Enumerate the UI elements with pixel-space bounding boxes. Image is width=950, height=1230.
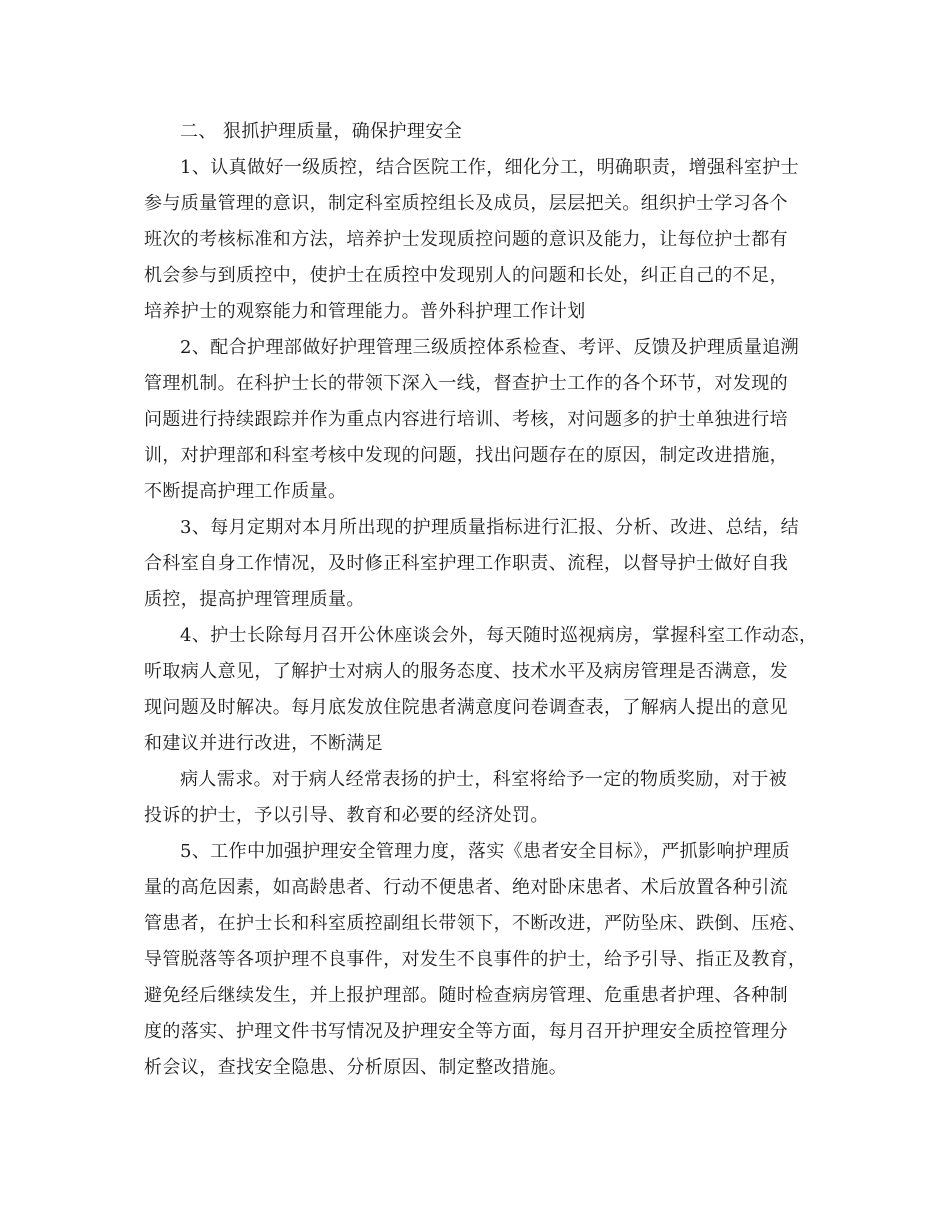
paragraph-3-line-2: 合科室自身工作情况，及时修正科室护理工作职责、流程，以督导护士做好自我	[144, 553, 788, 574]
paragraph-4-line-2: 听取病人意见，了解护士对病人的服务态度、技术水平及病房管理是否满意，发	[144, 661, 788, 682]
paragraph-1-line-1: 1、认真做好一级质控，结合医院工作，细化分工，明确职责，增强科室护士	[180, 157, 800, 178]
paragraph-3-line-3: 质控，提高护理管理质量。	[144, 589, 365, 610]
paragraph-4-line-5: 病人需求。对于病人经常表扬的护士，科室将给予一定的物质奖励，对于被	[180, 769, 788, 790]
paragraph-5-line-1: 5、工作中加强护理安全管理力度，落实《患者安全目标》，严抓影响护理质	[180, 841, 791, 862]
paragraph-4-line-6: 投诉的护士，予以引导、教育和必要的经济处罚。	[144, 805, 549, 826]
paragraph-5-line-5: 避免经后继续发生，并上报护理部。随时检查病房管理、危重患者护理、各种制	[144, 985, 788, 1006]
paragraph-1-line-3: 班次的考核标准和方法，培养护士发现质控问题的意识及能力，让每位护士都有	[144, 229, 788, 250]
paragraph-2-line-4: 训，对护理部和科室考核中发现的问题，找出问题存在的原因，制定改进措施，	[144, 445, 788, 466]
paragraph-4-line-1: 4、护士长除每月召开公休座谈会外，每天随时巡视病房，掌握科室工作动态，	[180, 625, 818, 646]
paragraph-1-line-5: 培养护士的观察能力和管理能力。普外科护理工作计划	[144, 301, 586, 322]
section-heading: 二、 狠抓护理质量，确保护理安全	[180, 121, 463, 142]
paragraph-5-line-6: 度的落实、护理文件书写情况及护理安全等方面，每月召开护理安全质控管理分	[144, 1021, 788, 1042]
paragraph-5-line-4: 导管脱落等各项护理不良事件，对发生不良事件的护士，给予引导、指正及教育，	[144, 949, 807, 970]
paragraph-5-line-2: 量的高危因素，如高龄患者、行动不便患者、绝对卧床患者、术后放置各种引流	[144, 877, 788, 898]
paragraph-1-line-2: 参与质量管理的意识，制定科室质控组长及成员，层层把关。组织护士学习各个	[144, 193, 788, 214]
paragraph-2-line-1: 2、配合护理部做好护理管理三级质控体系检查、考评、反馈及护理质量追溯	[180, 337, 800, 358]
paragraph-2-line-3: 问题进行持续跟踪并作为重点内容进行培训、考核，对问题多的护士单独进行培	[144, 409, 788, 430]
paragraph-4-line-4: 和建议并进行改进，不断满足	[144, 733, 384, 754]
paragraph-5-line-7: 析会议，查找安全隐患、分析原因、制定整改措施。	[144, 1057, 568, 1078]
paragraph-2-line-5: 不断提高护理工作质量。	[144, 481, 347, 502]
paragraph-1-line-4: 机会参与到质控中，使护士在质控中发现别人的问题和长处，纠正自己的不足，	[144, 265, 788, 286]
paragraph-4-line-3: 现问题及时解决。每月底发放住院患者满意度问卷调查表，了解病人提出的意见	[144, 697, 788, 718]
paragraph-3-line-1: 3、每月定期对本月所出现的护理质量指标进行汇报、分析、改进、总结，结	[180, 517, 800, 538]
paragraph-5-line-3: 管患者，在护士长和科室质控副组长带领下，不断改进，严防坠床、跌倒、压疮、	[144, 913, 807, 934]
paragraph-2-line-2: 管理机制。在科护士长的带领下深入一线，督查护士工作的各个环节，对发现的	[144, 373, 788, 394]
